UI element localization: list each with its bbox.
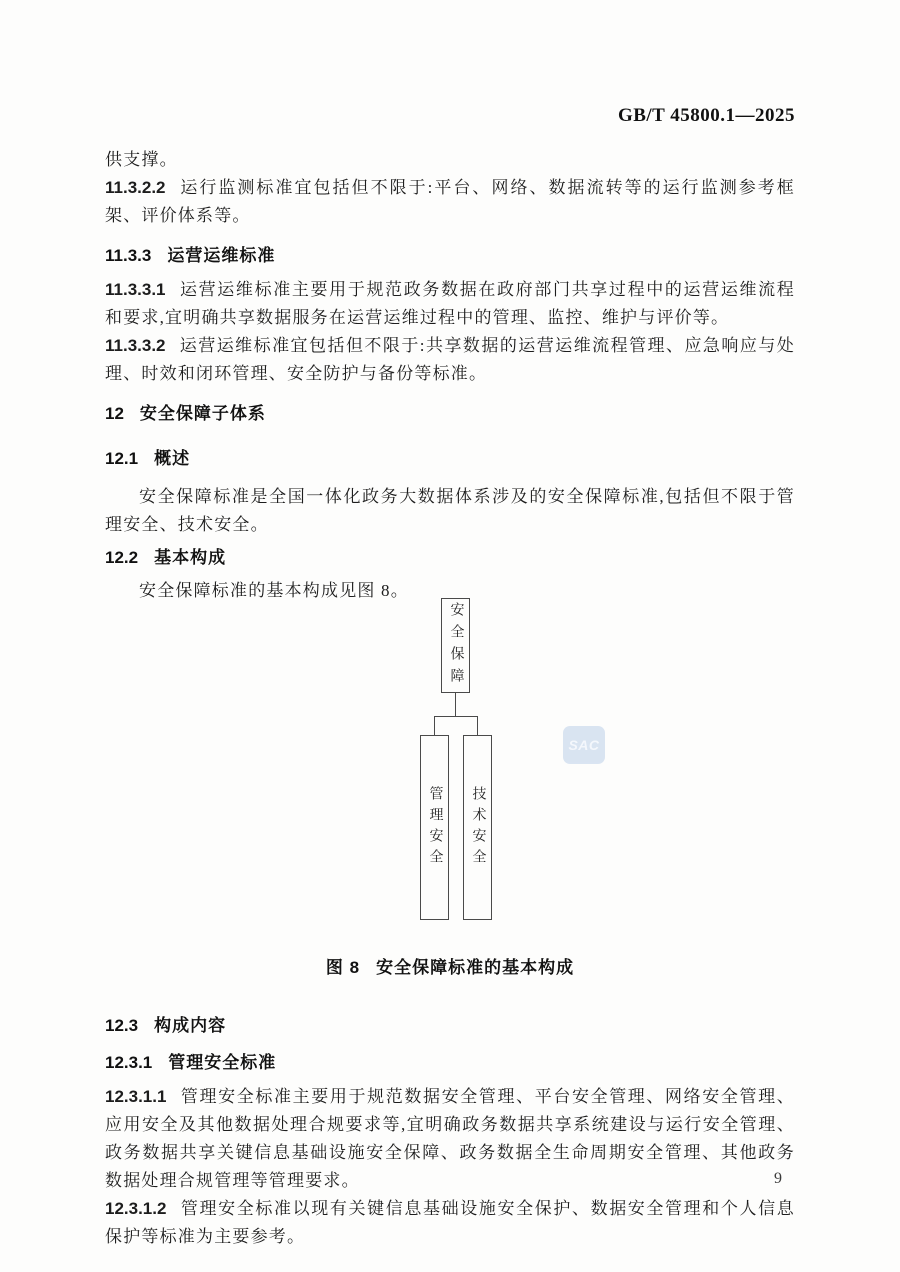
heading-122	[105, 544, 795, 572]
heading-122-title: 基本构成	[154, 548, 227, 567]
figure-box-management-security	[420, 735, 449, 920]
clause-11322	[105, 174, 795, 230]
clause-12312	[105, 1195, 795, 1251]
figure-8-diagram	[105, 598, 795, 920]
heading-1231-number: 12.3.1	[105, 1053, 153, 1072]
clause-11332	[105, 332, 795, 388]
clause-11331-number: 11.3.3.1	[105, 280, 166, 299]
figure-box-management-security-label: 管理安全	[427, 785, 443, 870]
figure-8-caption	[105, 954, 795, 982]
clause-11331-text: 运营运维标准主要用于规范政务数据在政府部门共享过程中的运营运维流程和要求,宜明确共享数据服务在运营运维过程中的管理、监控、维护与评价等。	[105, 280, 795, 327]
clause-11322-text: 运行监测标准宜包括但不限于:平台、网络、数据流转等的运行监测参考框架、评价体系等。	[105, 178, 795, 225]
clause-11331	[105, 276, 795, 332]
clause-12311-number: 12.3.1.1	[105, 1087, 167, 1106]
figure-box-security-assurance-label: 安全保障	[448, 601, 464, 690]
paragraph-121: 安全保障标准是全国一体化政务大数据体系涉及的安全保障标准,包括但不限于管理安全、技术安全。	[105, 487, 795, 534]
heading-121-number: 12.1	[105, 449, 139, 468]
sac-watermark-text: SAC	[568, 737, 600, 753]
heading-121	[105, 445, 795, 473]
figure-box-technical-security	[463, 735, 492, 920]
heading-1133	[105, 242, 795, 270]
heading-1231-title: 管理安全标准	[168, 1053, 277, 1072]
paragraph-122: 安全保障标准的基本构成见图 8。	[139, 581, 409, 600]
heading-12	[105, 400, 795, 428]
connector-line-vertical-right	[477, 716, 478, 735]
page-number: 9	[774, 1170, 782, 1187]
figure-8-caption-title: 安全保障标准的基本构成	[376, 958, 575, 977]
clause-12312-number: 12.3.1.2	[105, 1199, 167, 1218]
heading-122-number: 12.2	[105, 548, 139, 567]
heading-121-title: 概述	[154, 449, 191, 468]
clause-12311	[105, 1083, 795, 1195]
heading-12-number: 12	[105, 404, 124, 423]
connector-line-vertical-top	[455, 693, 456, 716]
clause-12311-text: 管理安全标准主要用于规范数据安全管理、平台安全管理、网络安全管理、应用安全及其他数据处理合规要求等,宜明确政务数据共享系统建设与运行安全管理、政务数据共享关键信息基础设施安全保障、政务数据全生命周期安全管理、其他政务数据处理合规管理等管理要求。	[105, 1087, 795, 1190]
sac-watermark-logo	[563, 726, 605, 764]
heading-123-title: 构成内容	[154, 1016, 227, 1035]
paragraph-continuation: 供支撑。	[105, 150, 178, 169]
heading-123-number: 12.3	[105, 1016, 139, 1035]
connector-line-horizontal	[434, 716, 478, 717]
figure-box-technical-security-label: 技术安全	[470, 785, 486, 870]
heading-1231	[105, 1049, 795, 1077]
figure-8-caption-number: 图 8	[325, 958, 361, 977]
heading-123	[105, 1012, 795, 1040]
heading-1133-number: 11.3.3	[105, 246, 152, 265]
clause-11332-text: 运营运维标准宜包括但不限于:共享数据的运营运维流程管理、应急响应与处理、时效和闭环管理、安全防护与备份等标准。	[105, 336, 795, 383]
clause-12312-text: 管理安全标准以现有关键信息基础设施安全保护、数据安全管理和个人信息保护等标准为主要参考。	[105, 1199, 795, 1246]
clause-11332-number: 11.3.3.2	[105, 336, 166, 355]
figure-box-security-assurance	[441, 598, 470, 693]
heading-1133-title: 运营运维标准	[167, 246, 276, 265]
heading-12-title: 安全保障子体系	[139, 404, 266, 423]
connector-line-vertical-left	[434, 716, 435, 735]
clause-11322-number: 11.3.2.2	[105, 178, 166, 197]
standard-number-header: GB/T 45800.1—2025	[617, 105, 795, 126]
